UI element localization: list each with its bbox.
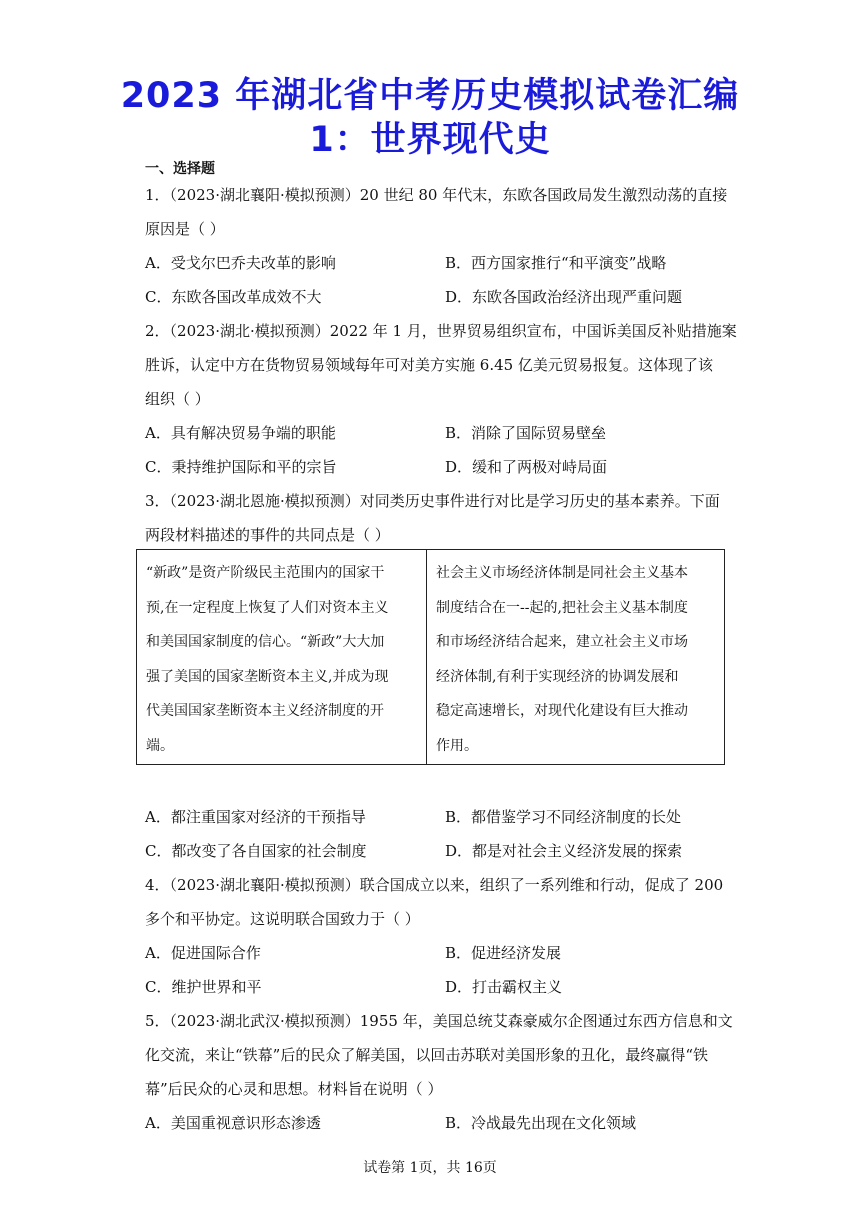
material-line: 经济体制,有利于实现经济的协调发展和 bbox=[436, 668, 679, 685]
q3-option-a: A．都注重国家对经济的干预指导 bbox=[145, 808, 366, 826]
material-line: 强了美国的国家垄断资本主义,并成为现 bbox=[146, 668, 389, 685]
q2-stem-line2: 胜诉，认定中方在货物贸易领域每年可对美方实施 6.45 亿美元贸易报复。这体现了该 bbox=[145, 356, 713, 374]
q1-option-a: A．受戈尔巴乔夫改革的影响 bbox=[145, 254, 336, 272]
material-line: 制度结合在一--起的,把社会主义基本制度 bbox=[436, 599, 688, 616]
q4-stem-line1: 4．（2023·湖北襄阳·模拟预测）联合国成立以来，组织了一系列维和行动，促成了 200 bbox=[145, 876, 724, 894]
q5-option-b: B．冷战最先出现在文化领域 bbox=[445, 1114, 637, 1132]
q3-option-d: D．都是对社会主义经济发展的探索 bbox=[445, 842, 683, 860]
q1-option-d: D．东欧各国政治经济出现严重问题 bbox=[445, 288, 683, 306]
q2-option-b: B．消除了国际贸易壁垒 bbox=[445, 424, 607, 442]
q5-stem-line1: 5．（2023·湖北武汉·模拟预测）1955 年，美国总统艾森豪威尔企图通过东西方信息和文 bbox=[145, 1012, 733, 1030]
q3-material-left bbox=[137, 550, 427, 765]
material-line: 和市场经济结合起来，建立社会主义市场 bbox=[436, 634, 688, 650]
material-line: 稳定高速增长，对现代化建设有巨大推动 bbox=[436, 703, 688, 719]
q5-stem-line2: 化交流，来让“铁幕”后的民众了解美国，以回击苏联对美国形象的丑化，最终赢得“铁 bbox=[145, 1046, 709, 1064]
q1-option-c: C．东欧各国改革成效不大 bbox=[145, 288, 322, 306]
q1-option-b: B．西方国家推行“和平演变”战略 bbox=[445, 254, 667, 272]
q4-option-b: B．促进经济发展 bbox=[445, 944, 562, 962]
q3-material-table bbox=[136, 549, 725, 765]
material-line: 代美国国家垄断资本主义经济制度的开 bbox=[146, 703, 384, 719]
q2-stem-line3: 组织（ ） bbox=[145, 390, 210, 408]
q4-option-d: D．打击霸权主义 bbox=[445, 978, 563, 996]
q3-stem-line1: 3．（2023·湖北恩施·模拟预测）对同类历史事件进行对比是学习历史的基本素养。下面 bbox=[145, 492, 720, 510]
q3-option-c: C．都改变了各自国家的社会制度 bbox=[145, 842, 367, 860]
q5-stem-line3: 幕”后民众的心灵和思想。材料旨在说明（ ） bbox=[145, 1080, 443, 1098]
q5-option-a: A．美国重视意识形态渗透 bbox=[145, 1114, 321, 1132]
material-line: 端。 bbox=[146, 737, 174, 754]
material-line: 预,在一定程度上恢复了人们对资本主义 bbox=[146, 599, 389, 616]
q3-material-right bbox=[427, 550, 725, 765]
q1-stem-line2: 原因是（ ） bbox=[145, 220, 225, 238]
document-title-line1: 2023 年湖北省中考历史模拟试卷汇编 bbox=[120, 76, 740, 116]
material-line: 和美国国家制度的信心。“新政”大大加 bbox=[146, 634, 385, 650]
q1-stem-line1: 1．（2023·湖北襄阳·模拟预测）20 世纪 80 年代末，东欧各国政局发生激烈动荡的直接 bbox=[145, 186, 728, 204]
q2-option-a: A．具有解决贸易争端的职能 bbox=[145, 424, 336, 442]
q2-stem-line1: 2．（2023·湖北·模拟预测）2022 年 1 月，世界贸易组织宣布，中国诉美国反补贴措施案 bbox=[145, 322, 737, 340]
q4-stem-line2: 多个和平协定。这说明联合国致力于（ ） bbox=[145, 910, 420, 928]
q2-option-c: C．秉持维护国际和平的宗旨 bbox=[145, 458, 337, 476]
q3-stem-line2: 两段材料描述的事件的共同点是（ ） bbox=[145, 526, 390, 544]
q4-option-a: A．促进国际合作 bbox=[145, 944, 261, 962]
section-heading: 一、选择题 bbox=[145, 161, 215, 177]
page-footer: 试卷第 1页，共 16页 bbox=[363, 1160, 497, 1176]
material-line: “新政”是资产阶级民主范围内的国家干 bbox=[146, 565, 385, 581]
material-line: 社会主义市场经济体制是同社会主义基本 bbox=[436, 565, 688, 581]
document-title-line2: 1：世界现代史 bbox=[309, 120, 551, 160]
q2-option-d: D．缓和了两极对峙局面 bbox=[445, 458, 608, 476]
q3-option-b: B．都借鉴学习不同经济制度的长处 bbox=[445, 808, 682, 826]
material-line: 作用。 bbox=[436, 737, 478, 754]
q4-option-c: C．维护世界和平 bbox=[145, 978, 262, 996]
